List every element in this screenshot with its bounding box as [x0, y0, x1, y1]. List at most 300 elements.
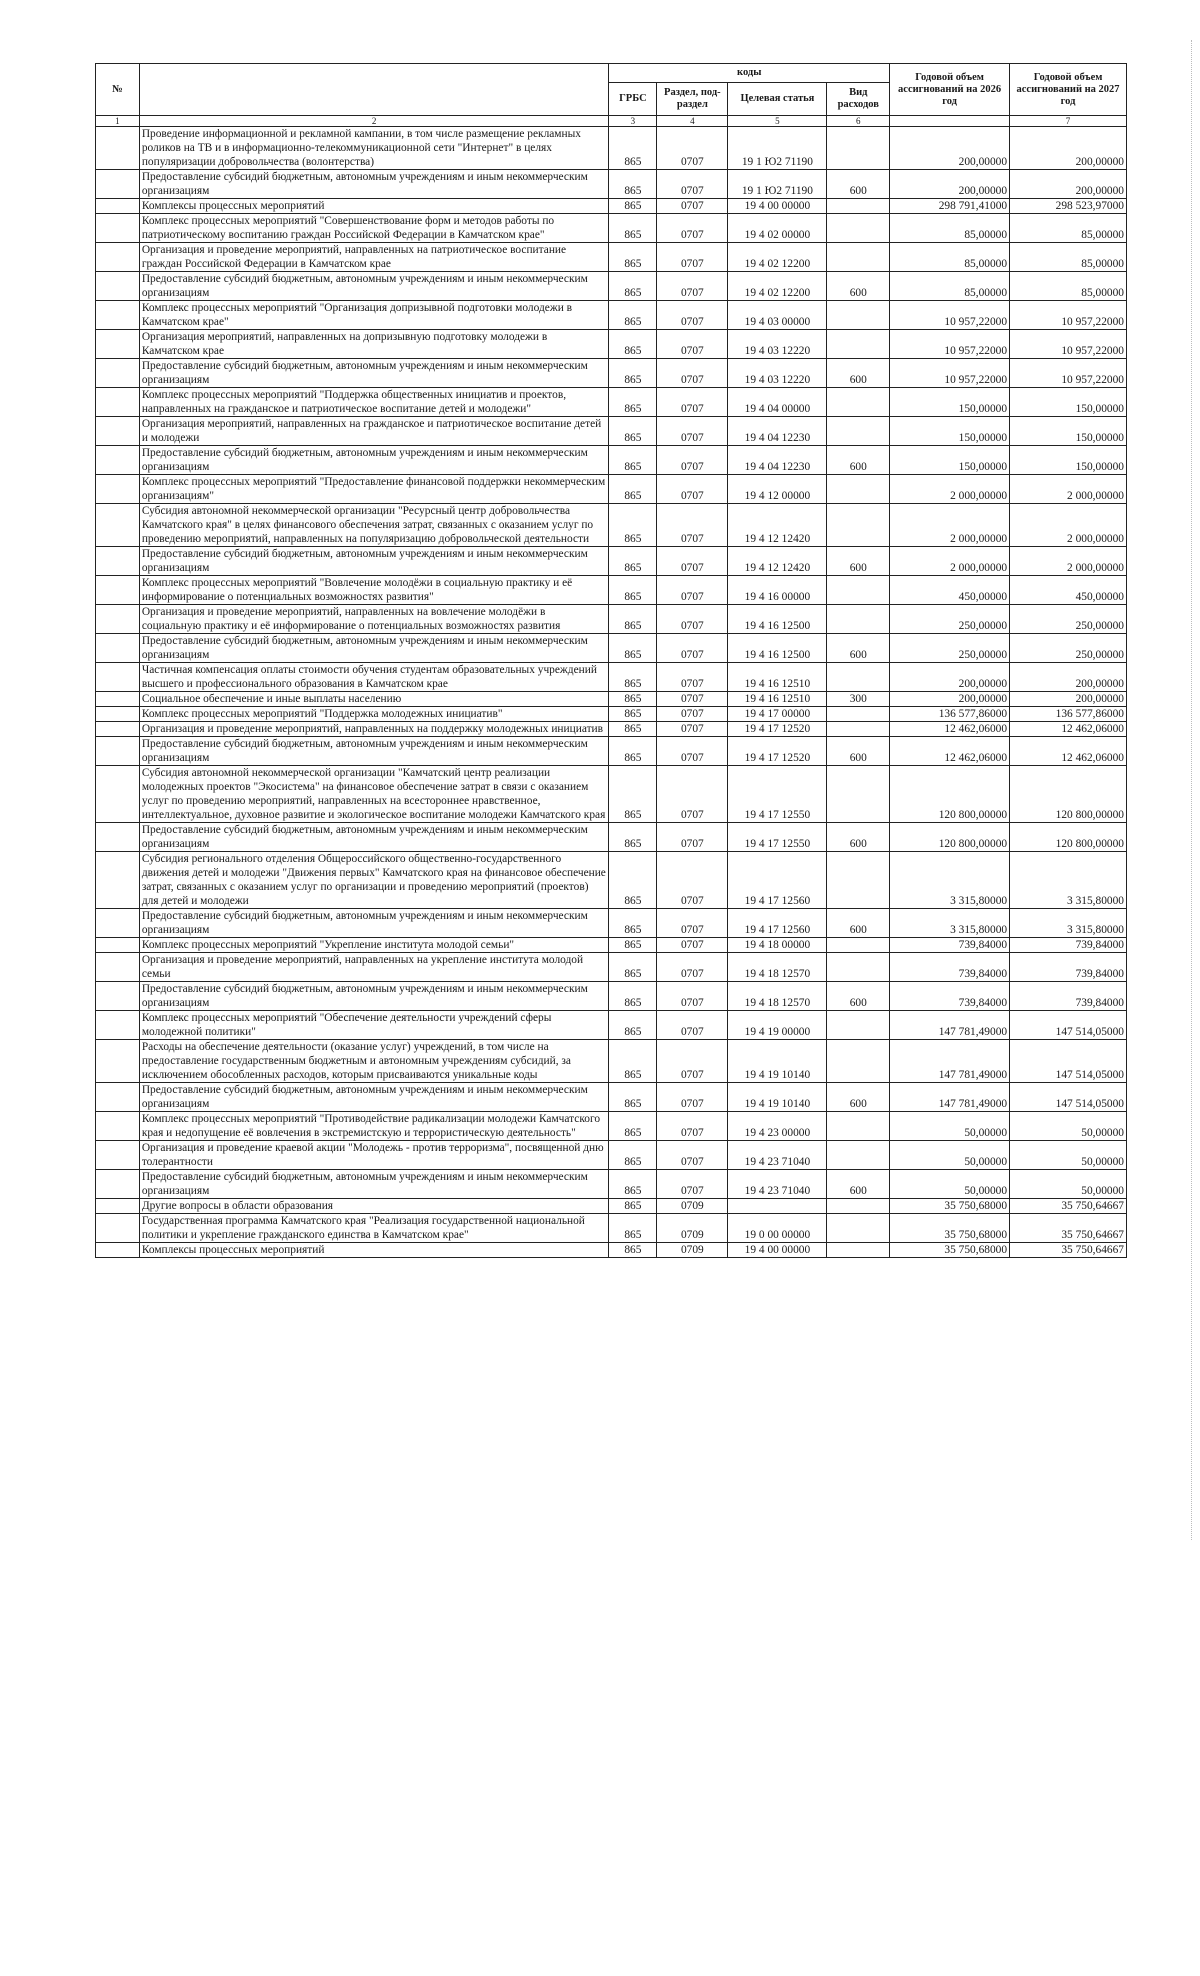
row-target-article: 19 1 Ю2 71190	[728, 127, 827, 170]
row-amount-2026: 147 781,49000	[890, 1040, 1010, 1083]
row-amount-2026: 85,00000	[890, 272, 1010, 301]
row-grbs: 865	[609, 1083, 657, 1112]
row-grbs: 865	[609, 272, 657, 301]
table-row	[96, 634, 1127, 663]
table-row	[96, 692, 1127, 707]
row-name: Предоставление субсидий бюджетным, автономным учреждениям и иным некоммерческим организациям	[139, 909, 609, 938]
row-expense-type: 600	[827, 359, 890, 388]
row-target-article: 19 4 03 00000	[728, 301, 827, 330]
row-grbs: 865	[609, 909, 657, 938]
column-index: 1	[96, 116, 140, 127]
row-target-article: 19 4 00 00000	[728, 199, 827, 214]
table-row	[96, 170, 1127, 199]
row-grbs: 865	[609, 707, 657, 722]
row-number	[96, 330, 140, 359]
row-amount-2026: 10 957,22000	[890, 301, 1010, 330]
row-amount-2027: 3 315,80000	[1010, 909, 1127, 938]
row-name: Комплекс процессных мероприятий "Укрепление института молодой семьи"	[139, 938, 609, 953]
column-index: 3	[609, 116, 657, 127]
row-grbs: 865	[609, 692, 657, 707]
row-razdel: 0707	[657, 982, 728, 1011]
table-row	[96, 214, 1127, 243]
row-razdel: 0707	[657, 272, 728, 301]
row-name: Предоставление субсидий бюджетным, автономным учреждениям и иным некоммерческим организациям	[139, 823, 609, 852]
row-target-article: 19 4 16 00000	[728, 576, 827, 605]
row-target-article: 19 4 02 12200	[728, 272, 827, 301]
table-row	[96, 272, 1127, 301]
row-number	[96, 909, 140, 938]
row-name: Комплексы процессных мероприятий	[139, 1243, 609, 1258]
row-number	[96, 737, 140, 766]
row-razdel: 0707	[657, 938, 728, 953]
row-name: Субсидия автономной некоммерческой организации "Ресурсный центр добровольчества Камчатского края" в целях финансового обеспечения затрат, связанных с оказанием услуг по проведению мероприятий, направленных на популяризацию добровольческой деятельности	[139, 504, 609, 547]
row-target-article: 19 4 04 00000	[728, 388, 827, 417]
table-row	[96, 1112, 1127, 1141]
row-razdel: 0709	[657, 1243, 728, 1258]
row-amount-2027: 450,00000	[1010, 576, 1127, 605]
row-razdel: 0707	[657, 170, 728, 199]
row-razdel: 0707	[657, 1141, 728, 1170]
row-grbs: 865	[609, 127, 657, 170]
row-number	[96, 634, 140, 663]
row-amount-2027: 200,00000	[1010, 170, 1127, 199]
row-number	[96, 722, 140, 737]
row-amount-2027: 50,00000	[1010, 1141, 1127, 1170]
column-index: 6	[827, 116, 890, 127]
row-target-article: 19 1 Ю2 71190	[728, 170, 827, 199]
row-amount-2026: 10 957,22000	[890, 359, 1010, 388]
row-name: Государственная программа Камчатского края "Реализация государственной национальной политики и укрепление гражданского единства в Камчатском крае"	[139, 1214, 609, 1243]
row-name: Проведение информационной и рекламной кампании, в том числе размещение рекламных роликов на ТВ и в информационно-телекоммуникационной сети "Интернет" в целях популяризации добровольчества (волонтерства)	[139, 127, 609, 170]
row-amount-2026: 450,00000	[890, 576, 1010, 605]
table-row	[96, 938, 1127, 953]
table-row	[96, 504, 1127, 547]
row-amount-2026: 147 781,49000	[890, 1011, 1010, 1040]
row-amount-2026: 85,00000	[890, 243, 1010, 272]
row-grbs: 865	[609, 766, 657, 823]
row-expense-type	[827, 1112, 890, 1141]
row-amount-2027: 12 462,06000	[1010, 722, 1127, 737]
row-amount-2027: 85,00000	[1010, 214, 1127, 243]
row-number	[96, 417, 140, 446]
row-amount-2026: 150,00000	[890, 388, 1010, 417]
row-target-article: 19 4 02 12200	[728, 243, 827, 272]
row-amount-2026: 35 750,68000	[890, 1199, 1010, 1214]
table-row	[96, 663, 1127, 692]
row-amount-2027: 200,00000	[1010, 127, 1127, 170]
row-razdel: 0707	[657, 953, 728, 982]
row-amount-2026: 85,00000	[890, 214, 1010, 243]
row-amount-2026: 250,00000	[890, 605, 1010, 634]
row-amount-2027: 200,00000	[1010, 663, 1127, 692]
row-razdel: 0707	[657, 301, 728, 330]
row-grbs: 865	[609, 199, 657, 214]
row-amount-2027: 3 315,80000	[1010, 852, 1127, 909]
row-expense-type	[827, 417, 890, 446]
table-row	[96, 707, 1127, 722]
row-amount-2027: 85,00000	[1010, 243, 1127, 272]
row-target-article: 19 4 23 71040	[728, 1141, 827, 1170]
row-grbs: 865	[609, 605, 657, 634]
row-razdel: 0707	[657, 1083, 728, 1112]
row-target-article: 19 4 19 10140	[728, 1040, 827, 1083]
row-razdel: 0707	[657, 576, 728, 605]
row-amount-2026: 50,00000	[890, 1170, 1010, 1199]
row-name: Комплекс процессных мероприятий "Организация допризывной подготовки молодежи в Камчатском крае"	[139, 301, 609, 330]
row-amount-2026: 200,00000	[890, 127, 1010, 170]
row-target-article: 19 4 18 00000	[728, 938, 827, 953]
row-razdel: 0707	[657, 446, 728, 475]
row-razdel: 0707	[657, 199, 728, 214]
row-target-article: 19 4 17 12550	[728, 766, 827, 823]
row-number	[96, 127, 140, 170]
row-amount-2027: 35 750,64667	[1010, 1199, 1127, 1214]
row-number	[96, 446, 140, 475]
row-amount-2026: 2 000,00000	[890, 547, 1010, 576]
row-number	[96, 766, 140, 823]
row-amount-2027: 739,84000	[1010, 953, 1127, 982]
row-number	[96, 243, 140, 272]
row-expense-type	[827, 663, 890, 692]
row-expense-type: 600	[827, 823, 890, 852]
row-razdel: 0707	[657, 823, 728, 852]
row-number	[96, 301, 140, 330]
row-target-article: 19 0 00 00000	[728, 1214, 827, 1243]
row-name: Другие вопросы в области образования	[139, 1199, 609, 1214]
row-name: Комплекс процессных мероприятий "Противодействие радикализации молодежи Камчатского края и недопущение её вовлечения в экстремистскую и террористическую деятельность"	[139, 1112, 609, 1141]
row-razdel: 0707	[657, 388, 728, 417]
row-number	[96, 823, 140, 852]
row-amount-2027: 35 750,64667	[1010, 1214, 1127, 1243]
row-grbs: 865	[609, 170, 657, 199]
row-amount-2026: 120 800,00000	[890, 766, 1010, 823]
row-grbs: 865	[609, 1112, 657, 1141]
row-amount-2026: 2 000,00000	[890, 475, 1010, 504]
row-expense-type	[827, 707, 890, 722]
header-name	[139, 64, 609, 116]
row-number	[96, 1170, 140, 1199]
row-razdel: 0707	[657, 1170, 728, 1199]
row-number	[96, 170, 140, 199]
row-name: Комплекс процессных мероприятий "Обеспечение деятельности учреждений сферы молодежной политики"	[139, 1011, 609, 1040]
row-number	[96, 359, 140, 388]
row-amount-2026: 120 800,00000	[890, 823, 1010, 852]
header-number: №	[96, 64, 140, 116]
table-row	[96, 1243, 1127, 1258]
row-name: Социальное обеспечение и иные выплаты населению	[139, 692, 609, 707]
row-amount-2026: 150,00000	[890, 446, 1010, 475]
row-expense-type: 600	[827, 272, 890, 301]
row-name: Субсидия регионального отделения Общероссийского общественно-государственного движения детей и молодежи "Движения первых" Камчатского края на финансовое обеспечение затрат, связанных с оказанием услуг по организации и проведению мероприятий (проектов) для детей и молодежи	[139, 852, 609, 909]
row-razdel: 0707	[657, 766, 728, 823]
row-grbs: 865	[609, 1214, 657, 1243]
row-grbs: 865	[609, 634, 657, 663]
row-name: Организация и проведение мероприятий, направленных на поддержку молодежных инициатив	[139, 722, 609, 737]
row-target-article: 19 4 18 12570	[728, 953, 827, 982]
row-grbs: 865	[609, 330, 657, 359]
row-number	[96, 1011, 140, 1040]
row-amount-2026: 200,00000	[890, 663, 1010, 692]
row-number	[96, 1083, 140, 1112]
row-name: Предоставление субсидий бюджетным, автономным учреждениям и иным некоммерческим организациям	[139, 634, 609, 663]
row-amount-2026: 298 791,41000	[890, 199, 1010, 214]
row-expense-type	[827, 475, 890, 504]
row-grbs: 865	[609, 359, 657, 388]
row-name: Предоставление субсидий бюджетным, автономным учреждениям и иным некоммерческим организациям	[139, 982, 609, 1011]
row-number	[96, 663, 140, 692]
row-target-article: 19 4 19 00000	[728, 1011, 827, 1040]
row-name: Предоставление субсидий бюджетным, автономным учреждениям и иным некоммерческим организациям	[139, 1170, 609, 1199]
row-grbs: 865	[609, 1040, 657, 1083]
row-target-article: 19 4 18 12570	[728, 982, 827, 1011]
row-razdel: 0707	[657, 243, 728, 272]
row-amount-2027: 147 514,05000	[1010, 1083, 1127, 1112]
row-expense-type	[827, 243, 890, 272]
table-row	[96, 127, 1127, 170]
row-name: Организация мероприятий, направленных на допризывную подготовку молодежи в Камчатском крае	[139, 330, 609, 359]
budget-table	[95, 63, 1127, 1258]
row-target-article: 19 4 17 12560	[728, 909, 827, 938]
row-grbs: 865	[609, 504, 657, 547]
row-expense-type	[827, 766, 890, 823]
row-grbs: 865	[609, 214, 657, 243]
row-target-article: 19 4 17 12520	[728, 737, 827, 766]
row-amount-2027: 136 577,86000	[1010, 707, 1127, 722]
row-razdel: 0707	[657, 692, 728, 707]
row-amount-2027: 2 000,00000	[1010, 504, 1127, 547]
column-index: 2	[139, 116, 609, 127]
row-razdel: 0707	[657, 909, 728, 938]
column-index: 5	[728, 116, 827, 127]
row-amount-2027: 85,00000	[1010, 272, 1127, 301]
row-name: Субсидия автономной некоммерческой организации "Камчатский центр реализации молодежных проектов "Экосистема" на финансовое обеспечение затрат в связи с оказанием услуг по проведению мероприятий, направленных на всестороннее нравственное, интеллектуальное, духовное развитие и экологическое воспитание молодежи Камчатского края	[139, 766, 609, 823]
table-row	[96, 1083, 1127, 1112]
row-amount-2026: 136 577,86000	[890, 707, 1010, 722]
row-amount-2026: 250,00000	[890, 634, 1010, 663]
row-number	[96, 547, 140, 576]
row-razdel: 0707	[657, 359, 728, 388]
row-target-article: 19 4 17 12550	[728, 823, 827, 852]
row-target-article: 19 4 03 12220	[728, 330, 827, 359]
row-number	[96, 953, 140, 982]
row-number	[96, 1141, 140, 1170]
header-2027: Годовой объем ассигнований на 2027 год	[1010, 64, 1127, 116]
header-2026: Годовой объем ассигнований на 2026 год	[890, 64, 1010, 116]
row-number	[96, 272, 140, 301]
row-name: Предоставление субсидий бюджетным, автономным учреждениям и иным некоммерческим организациям	[139, 547, 609, 576]
row-razdel: 0707	[657, 707, 728, 722]
row-expense-type	[827, 576, 890, 605]
row-grbs: 865	[609, 1141, 657, 1170]
table-row	[96, 766, 1127, 823]
row-name: Организация и проведение мероприятий, направленных на патриотическое воспитание граждан Российской Федерации в Камчатском крае	[139, 243, 609, 272]
row-amount-2026: 3 315,80000	[890, 852, 1010, 909]
row-grbs: 865	[609, 852, 657, 909]
row-name: Предоставление субсидий бюджетным, автономным учреждениям и иным некоммерческим организациям	[139, 446, 609, 475]
table-row	[96, 1011, 1127, 1040]
row-amount-2027: 250,00000	[1010, 634, 1127, 663]
row-amount-2026: 150,00000	[890, 417, 1010, 446]
row-expense-type	[827, 1199, 890, 1214]
row-name: Частичная компенсация оплаты стоимости обучения студентам образовательных учреждений высшего и профессионального образования в Камчатском крае	[139, 663, 609, 692]
row-target-article: 19 4 04 12230	[728, 417, 827, 446]
row-name: Предоставление субсидий бюджетным, автономным учреждениям и иным некоммерческим организациям	[139, 170, 609, 199]
row-expense-type	[827, 1243, 890, 1258]
row-amount-2026: 200,00000	[890, 692, 1010, 707]
row-razdel: 0707	[657, 547, 728, 576]
table-row	[96, 243, 1127, 272]
row-grbs: 865	[609, 982, 657, 1011]
row-razdel: 0707	[657, 1011, 728, 1040]
row-expense-type	[827, 214, 890, 243]
header-razdel: Раздел, под-раздел	[657, 83, 728, 116]
row-amount-2027: 150,00000	[1010, 417, 1127, 446]
row-expense-type	[827, 722, 890, 737]
row-grbs: 865	[609, 1243, 657, 1258]
row-expense-type: 600	[827, 547, 890, 576]
row-grbs: 865	[609, 475, 657, 504]
row-name: Организация мероприятий, направленных на гражданское и патриотическое воспитание детей и молодежи	[139, 417, 609, 446]
row-amount-2027: 2 000,00000	[1010, 475, 1127, 504]
row-target-article: 19 4 00 00000	[728, 1243, 827, 1258]
row-grbs: 865	[609, 1170, 657, 1199]
row-expense-type	[827, 1141, 890, 1170]
table-row	[96, 547, 1127, 576]
row-expense-type: 600	[827, 909, 890, 938]
row-number	[96, 852, 140, 909]
column-index: 4	[657, 116, 728, 127]
row-razdel: 0707	[657, 1112, 728, 1141]
row-expense-type	[827, 953, 890, 982]
row-grbs: 865	[609, 1011, 657, 1040]
row-grbs: 865	[609, 547, 657, 576]
row-number	[96, 199, 140, 214]
row-razdel: 0707	[657, 737, 728, 766]
row-target-article	[728, 1199, 827, 1214]
row-number	[96, 692, 140, 707]
row-number	[96, 707, 140, 722]
table-row	[96, 722, 1127, 737]
row-expense-type	[827, 852, 890, 909]
row-number	[96, 504, 140, 547]
row-expense-type	[827, 388, 890, 417]
row-name: Комплекс процессных мероприятий "Совершенствование форм и методов работы по патриотическому воспитанию граждан Российской Федерации в Камчатском крае"	[139, 214, 609, 243]
row-number	[96, 1214, 140, 1243]
table-row	[96, 1214, 1127, 1243]
row-number	[96, 1199, 140, 1214]
row-amount-2026: 50,00000	[890, 1141, 1010, 1170]
row-expense-type	[827, 605, 890, 634]
row-amount-2027: 10 957,22000	[1010, 359, 1127, 388]
row-amount-2026: 3 315,80000	[890, 909, 1010, 938]
column-index-row	[96, 116, 1127, 127]
row-amount-2026: 739,84000	[890, 938, 1010, 953]
row-amount-2027: 10 957,22000	[1010, 330, 1127, 359]
row-expense-type	[827, 504, 890, 547]
row-amount-2027: 250,00000	[1010, 605, 1127, 634]
row-expense-type: 600	[827, 634, 890, 663]
row-expense-type: 600	[827, 737, 890, 766]
row-expense-type: 600	[827, 1170, 890, 1199]
row-razdel: 0707	[657, 504, 728, 547]
row-amount-2027: 147 514,05000	[1010, 1011, 1127, 1040]
table-row	[96, 1040, 1127, 1083]
row-target-article: 19 4 03 12220	[728, 359, 827, 388]
row-razdel: 0709	[657, 1214, 728, 1243]
table-row	[96, 330, 1127, 359]
row-grbs: 865	[609, 301, 657, 330]
row-amount-2027: 120 800,00000	[1010, 766, 1127, 823]
row-expense-type	[827, 1011, 890, 1040]
row-razdel: 0707	[657, 127, 728, 170]
row-target-article: 19 4 16 12510	[728, 692, 827, 707]
row-razdel: 0707	[657, 475, 728, 504]
table-row	[96, 953, 1127, 982]
row-razdel: 0707	[657, 852, 728, 909]
row-amount-2027: 150,00000	[1010, 446, 1127, 475]
row-expense-type	[827, 330, 890, 359]
row-amount-2027: 739,84000	[1010, 938, 1127, 953]
row-razdel: 0707	[657, 634, 728, 663]
header-codes: коды	[609, 64, 890, 83]
row-amount-2027: 2 000,00000	[1010, 547, 1127, 576]
row-target-article: 19 4 23 00000	[728, 1112, 827, 1141]
row-expense-type: 600	[827, 982, 890, 1011]
row-amount-2026: 35 750,68000	[890, 1243, 1010, 1258]
row-name: Предоставление субсидий бюджетным, автономным учреждениям и иным некоммерческим организациям	[139, 1083, 609, 1112]
row-number	[96, 1243, 140, 1258]
row-name: Предоставление субсидий бюджетным, автономным учреждениям и иным некоммерческим организациям	[139, 737, 609, 766]
row-expense-type	[827, 938, 890, 953]
table-row	[96, 1170, 1127, 1199]
table-row	[96, 1199, 1127, 1214]
row-grbs: 865	[609, 722, 657, 737]
table-body	[96, 127, 1127, 1258]
row-amount-2027: 120 800,00000	[1010, 823, 1127, 852]
row-razdel: 0707	[657, 722, 728, 737]
row-target-article: 19 4 17 12520	[728, 722, 827, 737]
header-grbs: ГРБС	[609, 83, 657, 116]
table-row	[96, 388, 1127, 417]
row-number	[96, 475, 140, 504]
row-target-article: 19 4 12 00000	[728, 475, 827, 504]
row-name: Комплекс процессных мероприятий "Поддержка молодежных инициатив"	[139, 707, 609, 722]
row-number	[96, 605, 140, 634]
table-row	[96, 446, 1127, 475]
row-grbs: 865	[609, 1199, 657, 1214]
row-amount-2026: 739,84000	[890, 982, 1010, 1011]
row-amount-2026: 12 462,06000	[890, 737, 1010, 766]
row-razdel: 0707	[657, 1040, 728, 1083]
row-amount-2026: 10 957,22000	[890, 330, 1010, 359]
row-expense-type	[827, 1214, 890, 1243]
row-amount-2027: 150,00000	[1010, 388, 1127, 417]
table-row	[96, 605, 1127, 634]
row-name: Организация и проведение мероприятий, направленных на укрепление института молодой семьи	[139, 953, 609, 982]
row-number	[96, 214, 140, 243]
row-name: Расходы на обеспечение деятельности (оказание услуг) учреждений, в том числе на предоставление государственным бюджетным и автономным учреждениям субсидий, за исключением обособленных расходов, которым присваиваются уникальные коды	[139, 1040, 609, 1083]
row-razdel: 0707	[657, 417, 728, 446]
row-amount-2026: 147 781,49000	[890, 1083, 1010, 1112]
row-amount-2027: 739,84000	[1010, 982, 1127, 1011]
row-target-article: 19 4 04 12230	[728, 446, 827, 475]
row-amount-2026: 50,00000	[890, 1112, 1010, 1141]
row-expense-type	[827, 301, 890, 330]
row-amount-2027: 50,00000	[1010, 1170, 1127, 1199]
row-name: Организация и проведение краевой акции "Молодежь - против терроризма", посвященной дню толерантности	[139, 1141, 609, 1170]
row-amount-2027: 200,00000	[1010, 692, 1127, 707]
table-row	[96, 475, 1127, 504]
